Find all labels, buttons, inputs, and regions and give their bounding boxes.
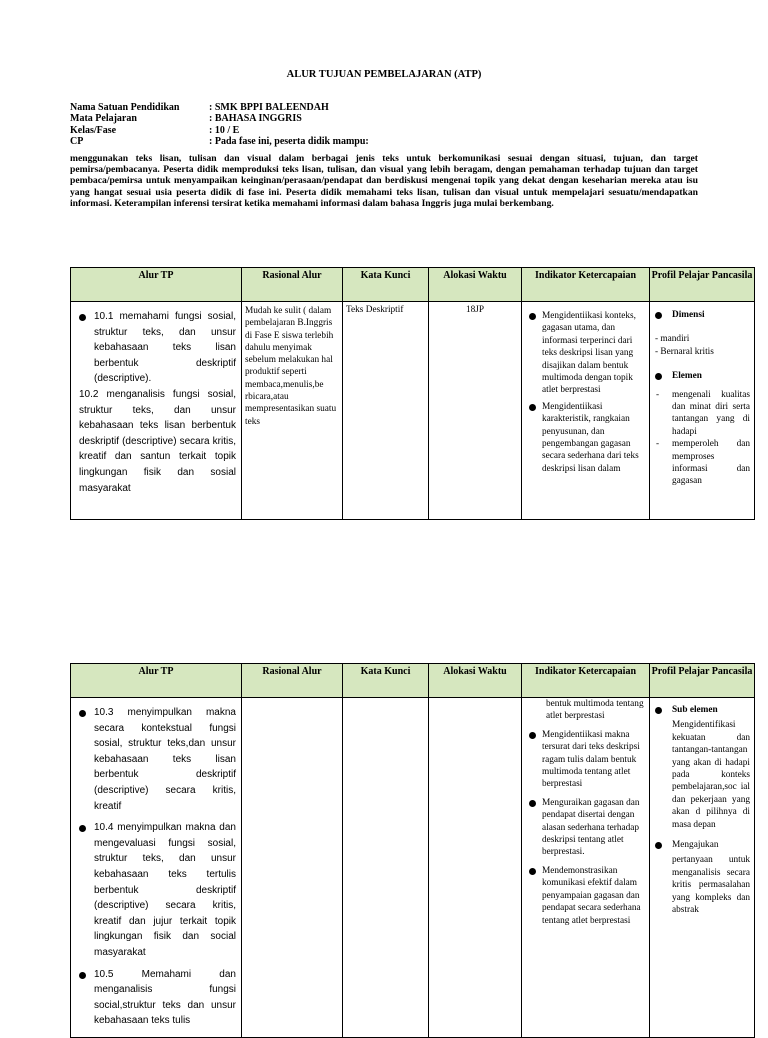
sub-elemen-text: Mengidentifikasi kekuatan dan tantangan-tantangan yang akan di hadapi pada konteks pembelajaran,soc ial dan pekerjaan yang akan d pilihnya di masa depan xyxy=(672,720,750,830)
header-kata-kunci: Kata Kunci xyxy=(343,268,429,302)
bullet-icon xyxy=(79,972,86,979)
elemen-text: mengenali kualitas dan minat diri serta tantangan yang di hadapi xyxy=(672,389,750,437)
list-item xyxy=(79,820,236,960)
meta-value: : BAHASA INGGRIS xyxy=(209,113,302,125)
profil-text: pertanyaan untuk menganalisis secara kritis permasalahan yang kompleks dan abstrak xyxy=(672,855,750,916)
header-profil-pelajar: Profil Pelajar Pancasila xyxy=(650,664,755,698)
profil-cell xyxy=(650,698,755,1038)
list-item xyxy=(79,309,236,496)
bullet-icon xyxy=(529,800,536,807)
dash-icon: - xyxy=(656,439,660,450)
dimensi-item: - mandiri xyxy=(655,334,690,345)
table-row xyxy=(71,698,755,1038)
dimensi-label: Dimensi xyxy=(672,310,705,320)
elemen-text: memperoleh dan memproses informasi dan gagasan xyxy=(672,439,750,487)
header-alokasi-waktu: Alokasi Waktu xyxy=(429,268,522,302)
rasional-cell xyxy=(242,698,343,1038)
meta-row xyxy=(70,125,369,136)
list-item xyxy=(529,729,645,791)
list-item xyxy=(655,370,750,382)
alur-text: 10.2 menganalisis fungsi sosial, struktur teks, dan unsur kebahasaan teks lisan berbentuk deskriptif (descriptive) secara kritis, kreatif dan santun terkait topik lingkungan fisik dan sosial masyarakat xyxy=(79,388,236,494)
sub-elemen-label: Sub elemen xyxy=(672,705,718,715)
list-item xyxy=(529,310,645,397)
meta-row xyxy=(70,136,369,147)
indikator-text: Mengidentiikasi makna tersurat dari teks deskripsi ragam tulis dalam bentuk multimoda tentang atlet berprestasi xyxy=(542,729,640,790)
atp-table-1 xyxy=(70,267,755,520)
bullet-icon xyxy=(529,404,536,411)
header-rasional-alur: Rasional Alur xyxy=(242,268,343,302)
meta-value: : SMK BPPI BALEENDAH xyxy=(209,102,329,113)
header-profil-pelajar: Profil Pelajar Pancasila xyxy=(650,268,755,302)
alur-text: 10.4 menyimpulkan makna dan mengevaluasi fungsi sosial, struktur teks, dan unsur kebahasaan teks tertulis berbentuk deskriptif (descriptive) secara kritis, kreatif dan jujur terkait topik lingkungan fisik dan social masyarakat xyxy=(94,822,236,958)
profil-bullet-text: Mengajukan xyxy=(672,840,719,851)
bullet-icon xyxy=(79,825,86,832)
table-header-row xyxy=(71,664,755,698)
indikator-text: bentuk multimoda tentang atlet berprestasi xyxy=(546,699,644,722)
bullet-icon xyxy=(529,732,536,739)
list-item xyxy=(79,705,236,814)
table-row xyxy=(71,302,755,520)
list-item xyxy=(655,839,750,851)
identity-block xyxy=(70,102,369,147)
alokasi-cell xyxy=(429,302,522,520)
list-item xyxy=(655,704,750,716)
alur-cell xyxy=(71,302,242,520)
indikator-text: Mengidentiikasi konteks, gagasan utama, dan informasi terperinci dari teks deskripsi lisan yang disajikan dalam bentuk multimoda dengan topik atlet berprestasi xyxy=(542,311,636,396)
meta-key: Mata Pelajaran xyxy=(70,113,137,125)
list-item xyxy=(655,438,750,488)
elemen-label: Elemen xyxy=(672,371,702,382)
header-alur-tp: Alur TP xyxy=(71,664,242,698)
meta-row xyxy=(70,113,369,124)
bullet-icon xyxy=(655,373,662,380)
alokasi-text: 18JP xyxy=(465,305,485,315)
alur-text: 10.3 menyimpulkan makna secara kontekstual fungsi sosial, struktur teks,dan unsur kebahasaan teks lisan berbentuk deskriptif (descriptive) secara kritis, kreatif xyxy=(94,707,236,812)
atp-table-2 xyxy=(70,663,755,1038)
bullet-icon xyxy=(655,312,662,319)
alokasi-cell xyxy=(429,698,522,1038)
dash-icon: - xyxy=(656,389,660,400)
indikator-cell xyxy=(522,698,650,1038)
indikator-text: Menguraikan gagasan dan pendapat disertai dengan alasan sederhana terhadap deskripsi tentang atlet berprestasi. xyxy=(542,797,640,858)
meta-key: CP xyxy=(70,135,84,147)
indikator-text: Mengidentiikasi karakteristik, rangkaian penyusunan, dan pengembangan gagasan secara sederhana dari teks deskripsi lisan dalam xyxy=(542,401,639,474)
bullet-icon xyxy=(79,710,86,717)
list-item xyxy=(655,309,750,321)
header-kata-kunci: Kata Kunci xyxy=(343,664,429,698)
dimensi-item: - Bernaral kritis xyxy=(655,346,714,357)
document-title: ALUR TUJUAN PEMBELAJARAN (ATP) xyxy=(286,69,482,80)
meta-value: : Pada fase ini, peserta didik mampu: xyxy=(209,135,369,147)
meta-key: Kelas/Fase xyxy=(70,124,117,136)
header-rasional-alur: Rasional Alur xyxy=(242,664,343,698)
rasional-text: Mudah ke sulit ( dalam pembelajaran B.Inggris di Fase E siswa terlebih dahulu menyimak sebelum melakukan hal produktif seperti membaca,menulis,be rbicara,atau mempresentasikan suatu teks xyxy=(245,306,337,427)
alur-cell xyxy=(71,698,242,1038)
bullet-icon xyxy=(655,707,662,714)
profil-cell xyxy=(650,302,755,520)
bullet-icon xyxy=(79,314,86,321)
list-item xyxy=(529,401,645,475)
list-item xyxy=(529,797,645,859)
alur-text: 10.1 memahami fungsi sosial, struktur teks, dan unsur kebahasaan teks lisan berbentuk deskriptif (descriptive). xyxy=(94,311,236,385)
header-alokasi-waktu: Alokasi Waktu xyxy=(429,664,522,698)
header-indikator: Indikator Ketercapaian xyxy=(522,268,650,302)
bullet-icon xyxy=(529,313,536,320)
header-alur-tp: Alur TP xyxy=(71,268,242,302)
cp-description: menggunakan teks lisan, tulisan dan visual dalam berbagai jenis teks untuk berkomunikasi sesuai dengan situasi, tujuan, dan target pemirsa/pembacanya. Peserta didik memproduksi teks lisan, tulisan, dan visual yang lebih beragam, dengan pemahaman terhadap tujuan dan target pembaca/pemirsa untuk menyampaikan keinginan/perasaan/pendapat dan berdiskusi mengenai topik yang dekat dengan keseharian mereka atau isu yang hangat sesuai usia peserta didik di fase ini. Peserta didik memahami teks lisan, tulisan dan visual untuk mempelajari sesuatu/mendapatkan informasi. Keterampilan inferensi tersirat ketika memahami informasi dalam bahasa Inggris juga mulai berkembang. xyxy=(70,153,698,209)
meta-value: : 10 / E xyxy=(209,124,240,136)
kata-kunci-cell xyxy=(343,302,429,520)
bullet-icon xyxy=(655,842,662,849)
list-item xyxy=(655,389,750,439)
alur-text: 10.5 Memahami dan menganalisis fungsi social,struktur teks dan unsur kebahasaan teks tulis xyxy=(94,968,236,1027)
indikator-text: Mendemonstrasikan komunikasi efektif dalam penyampaian gagasan dan pendapat secara sederhana tentang atlet berprestasi xyxy=(542,865,641,926)
indikator-cell xyxy=(522,302,650,520)
list-item xyxy=(529,865,645,927)
kata-kunci-text: Teks Deskriptif xyxy=(346,305,404,315)
meta-row xyxy=(70,102,369,113)
kata-kunci-cell xyxy=(343,698,429,1038)
bullet-icon xyxy=(529,868,536,875)
rasional-cell xyxy=(242,302,343,520)
table-header-row xyxy=(71,268,755,302)
header-indikator: Indikator Ketercapaian xyxy=(522,664,650,698)
meta-key: Nama Satuan Pendidikan xyxy=(70,102,180,113)
list-item xyxy=(79,967,236,1029)
